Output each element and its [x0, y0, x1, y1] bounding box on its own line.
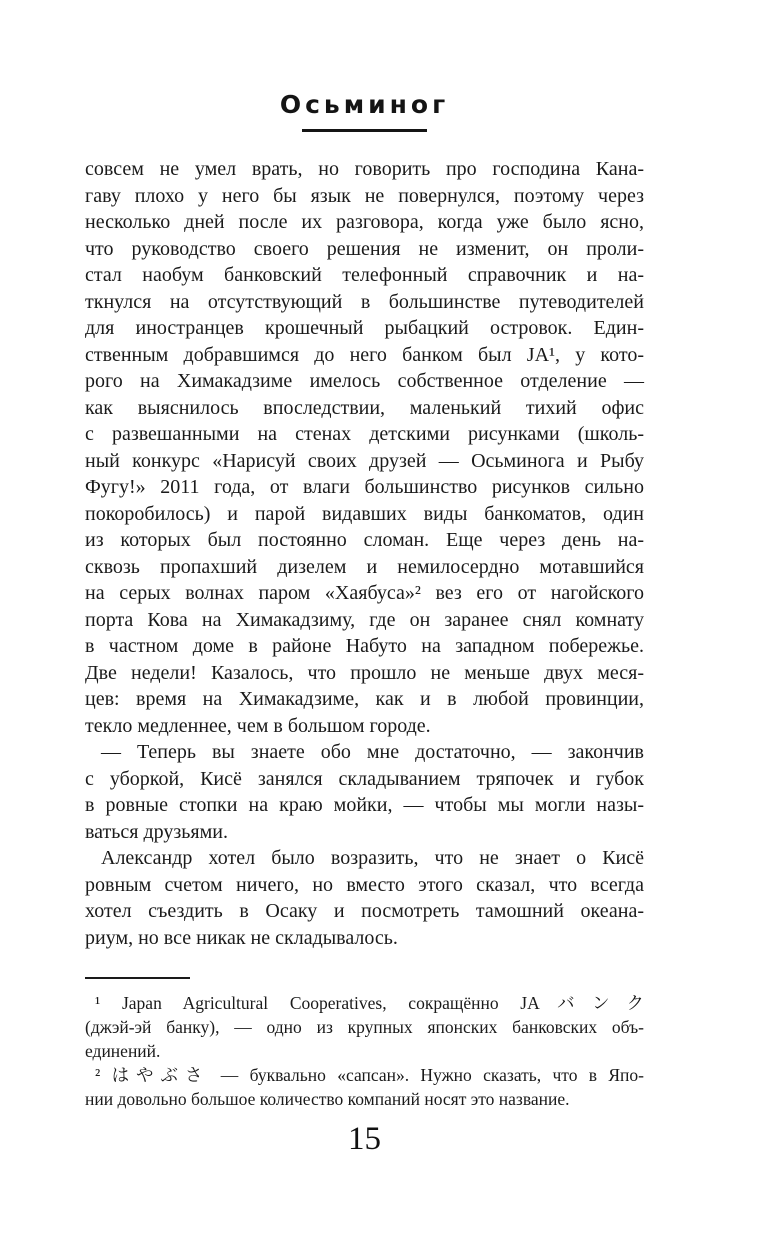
- text-line: с уборкой, Кисё занялся складыванием тряпочек и губок: [85, 767, 644, 790]
- text-line: ный конкурс «Нарисуй своих друзей — Осьминога и Рыбу: [85, 449, 644, 472]
- footnotes: [85, 991, 644, 1111]
- text-line: как выяснилось впоследствии, маленький тихий офис: [85, 396, 644, 419]
- text-line: ровным счетом ничего, но вместо этого сказал, что всегда: [85, 873, 644, 896]
- footnote-separator: [85, 977, 190, 979]
- text-line: в ровные стопки на краю мойки, — чтобы мы могли назы-: [85, 794, 644, 816]
- text-column: [85, 0, 644, 1157]
- text-line: несколько дней после их разговора, когда уже было ясно,: [85, 211, 644, 233]
- text-line: Александр хотел было возразить, что не знает о Кисё: [101, 847, 644, 869]
- text-line: на серых волнах паром «Хаябуса»² вез его от нагойского: [85, 582, 644, 604]
- text-line: — Теперь вы знаете обо мне достаточно, — закончив: [101, 741, 644, 763]
- text-line: покоробилось) и парой видавших виды банкоматов, один: [85, 502, 644, 525]
- footnote-line: единений.: [85, 1041, 161, 1061]
- footnote-line: нии довольно большое количество компаний носят это название.: [85, 1089, 570, 1109]
- text-line: рого на Химакадзиме имелось собственное отделение —: [85, 370, 644, 392]
- footnote-line: (джэй-эй банку), — одно из крупных японских банковских объ-: [85, 1017, 644, 1037]
- page-number: 15: [348, 1121, 381, 1157]
- body-text: [85, 156, 644, 951]
- text-line: риум, но все никак не складывалось.: [85, 926, 398, 949]
- text-line: Две недели! Казалось, что прошло не меньше двух меся-: [85, 661, 644, 684]
- text-line: порта Кова на Химакадзиму, где он заранее снял комнату: [85, 608, 644, 631]
- text-line: стал наобум банковский телефонный справочник и на-: [85, 264, 644, 286]
- title-rule: [302, 129, 427, 132]
- text-line: с развешанными на стенах детскими рисунками (школь-: [85, 423, 644, 445]
- text-line: ваться друзьями.: [85, 820, 228, 843]
- text-line: ткнулся на отсутствующий в большинстве путеводителей: [85, 290, 644, 313]
- text-line: хотел съездить в Осаку и посмотреть тамошний океана-: [85, 900, 644, 922]
- text-line: сквозь пропахший дизелем и немилосердно мотавшийся: [85, 555, 644, 578]
- text-line: в частном доме в районе Набуто на западном побережье.: [85, 635, 644, 657]
- text-line: из которых был постоянно сломан. Еще через день на-: [85, 529, 644, 551]
- text-line: текло медленнее, чем в большом городе.: [85, 714, 431, 737]
- text-line: гаву плохо у него бы язык не повернулся, поэтому через: [85, 184, 644, 207]
- text-line: для иностранцев крошечный рыбацкий островок. Един-: [85, 317, 644, 339]
- text-line: совсем не умел врать, но говорить про господина Кана-: [85, 158, 644, 180]
- footnote-line: ² はやぶさ — буквально «сапсан». Нужно сказать, что в Япо-: [95, 1065, 644, 1085]
- text-line: что руководство своего решения не изменит, он проли-: [85, 237, 644, 260]
- footnote-line: ¹ Japan Agricultural Cooperatives, сокращённо JAバンク: [95, 993, 644, 1013]
- text-line: цев: время на Химакадзиме, как и в любой провинции,: [85, 688, 644, 710]
- text-line: Фугу!» 2011 года, от влаги большинство рисунков сильно: [85, 476, 644, 498]
- chapter-title: Осьминог: [279, 90, 450, 119]
- text-line: ственным добравшимся до него банком был JA¹, у кото-: [85, 343, 644, 366]
